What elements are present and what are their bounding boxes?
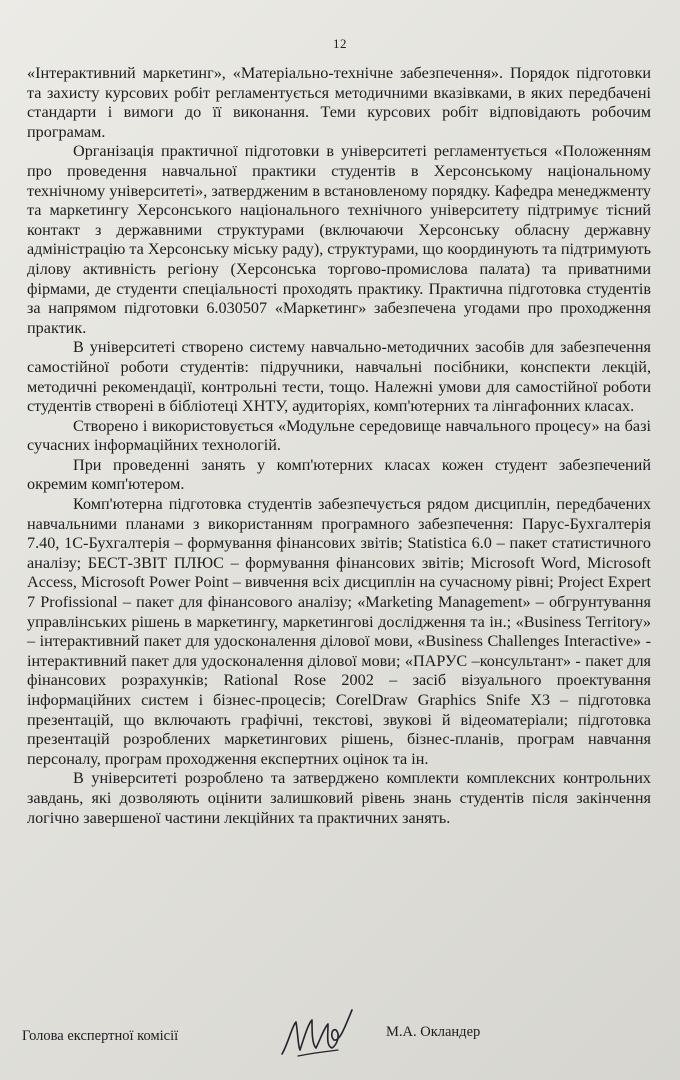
paragraph-software-list: Комп'ютерна підготовка студентів забезпечується рядом дисциплін, передбачених навчальними планами з використанням програмного забезпечення: Парус-Бухгалтерія 7.40, 1С-Бухгалтерія – формування фінансових звітів; Statistica 6.0 – пакет статистичного аналізу; БЕСТ-ЗВІТ ПЛЮС – формування фінансових звітів; Microsoft Word, Microsoft Access, Microsoft Power Point – вивчення всіх дисциплін на сучасному рівні; Project Expert 7 Profissional – пакет для фінансового аналізу; «Marketing Management» – обгрунтування управлінських рішень в маркетингу, маркетингові дослідження та ін.; «Business Territory» – інтерактивний пакет для удосконалення ділової мови, «Business Challenges Interactive» - інтерактивний пакет для удосконалення ділової мови; «ПАРУС –консультант» - пакет для фінансових розрахунків; Rational Rose 2002 – засіб візуального проектування інформаційних систем і бізнес-процесів; CorelDraw Graphics Snife X3 – підготовка презентацій, що включають графічні, текстові, звукові й відеоматеріали; підготовка презентацій розроблених маркетингових рішень, бізнес-планів, програм навчання персоналу, програм проходження експертних оцінок та ін.: [27, 495, 651, 768]
page-number: 12: [333, 36, 347, 51]
paragraph-control-tasks: В університеті розроблено та затверджено комплекти комплексних контрольних завдань, які дозволяють оцінити залишковий рівень знань студентів після закінчення логічно завершеної частини лекційних та практичних занять.: [27, 769, 651, 827]
signature-block: [22, 1024, 642, 1064]
signatory-name: М.А. Окландер: [386, 1024, 481, 1040]
handwritten-signature: [278, 1004, 358, 1064]
paragraph-continuation: «Інтерактивний маркетинг», «Матеріально-технічне забезпечення». Порядок підготовки та захисту курсових робіт регламентується методичними вказівками, в яких передбачені стандарти і вимоги до її виконання. Теми курсових робіт відповідають робочим програмам.: [27, 64, 651, 141]
paragraph-methodical-means: В університеті створено систему навчально-методичних засобів для забезпечення самостійної роботи студентів: підручники, навчальні посібники, конспекти лекцій, методичні рекомендації, контрольні тести, тощо. Належні умови для самостійної роботи студентів створені в бібліотеці ХНТУ, аудиторіях, комп'ютерних та лінгафонних класах.: [27, 338, 651, 416]
paragraph-practical-training: Організація практичної підготовки в університеті регламентується «Положенням про проведення навчальної практики студентів в Херсонському національному технічному університеті», затвердженим в встановленому порядку. Кафедра менеджменту та маркетингу Херсонського національного технічного університету підтримує тісний контакт з державними структурами (включаючи Херсонську обласну державну адміністрацію та Херсонську міську раду), структурами, що координують та підтримують ділову активність регіону (Херсонська торгово-промислова палата) та приватними фірмами, де студенти спеціальності проходять практику. Практична підготовка студентів за напрямом підготовки 6.030507 «Маркетинг» забезпечена угодами про проходження практик.: [27, 142, 651, 337]
paragraph-computer-classes: При проведенні занять у комп'ютерних класах кожен студент забезпечений окремим комп'ютером.: [27, 455, 651, 494]
paragraph-modular-environment: Створено і використовується «Модульне середовище навчального процесу» на базі сучасних інформаційних технологій.: [27, 416, 651, 455]
signatory-role: Голова експертної комісії: [22, 1028, 179, 1044]
document-body: [27, 64, 651, 828]
